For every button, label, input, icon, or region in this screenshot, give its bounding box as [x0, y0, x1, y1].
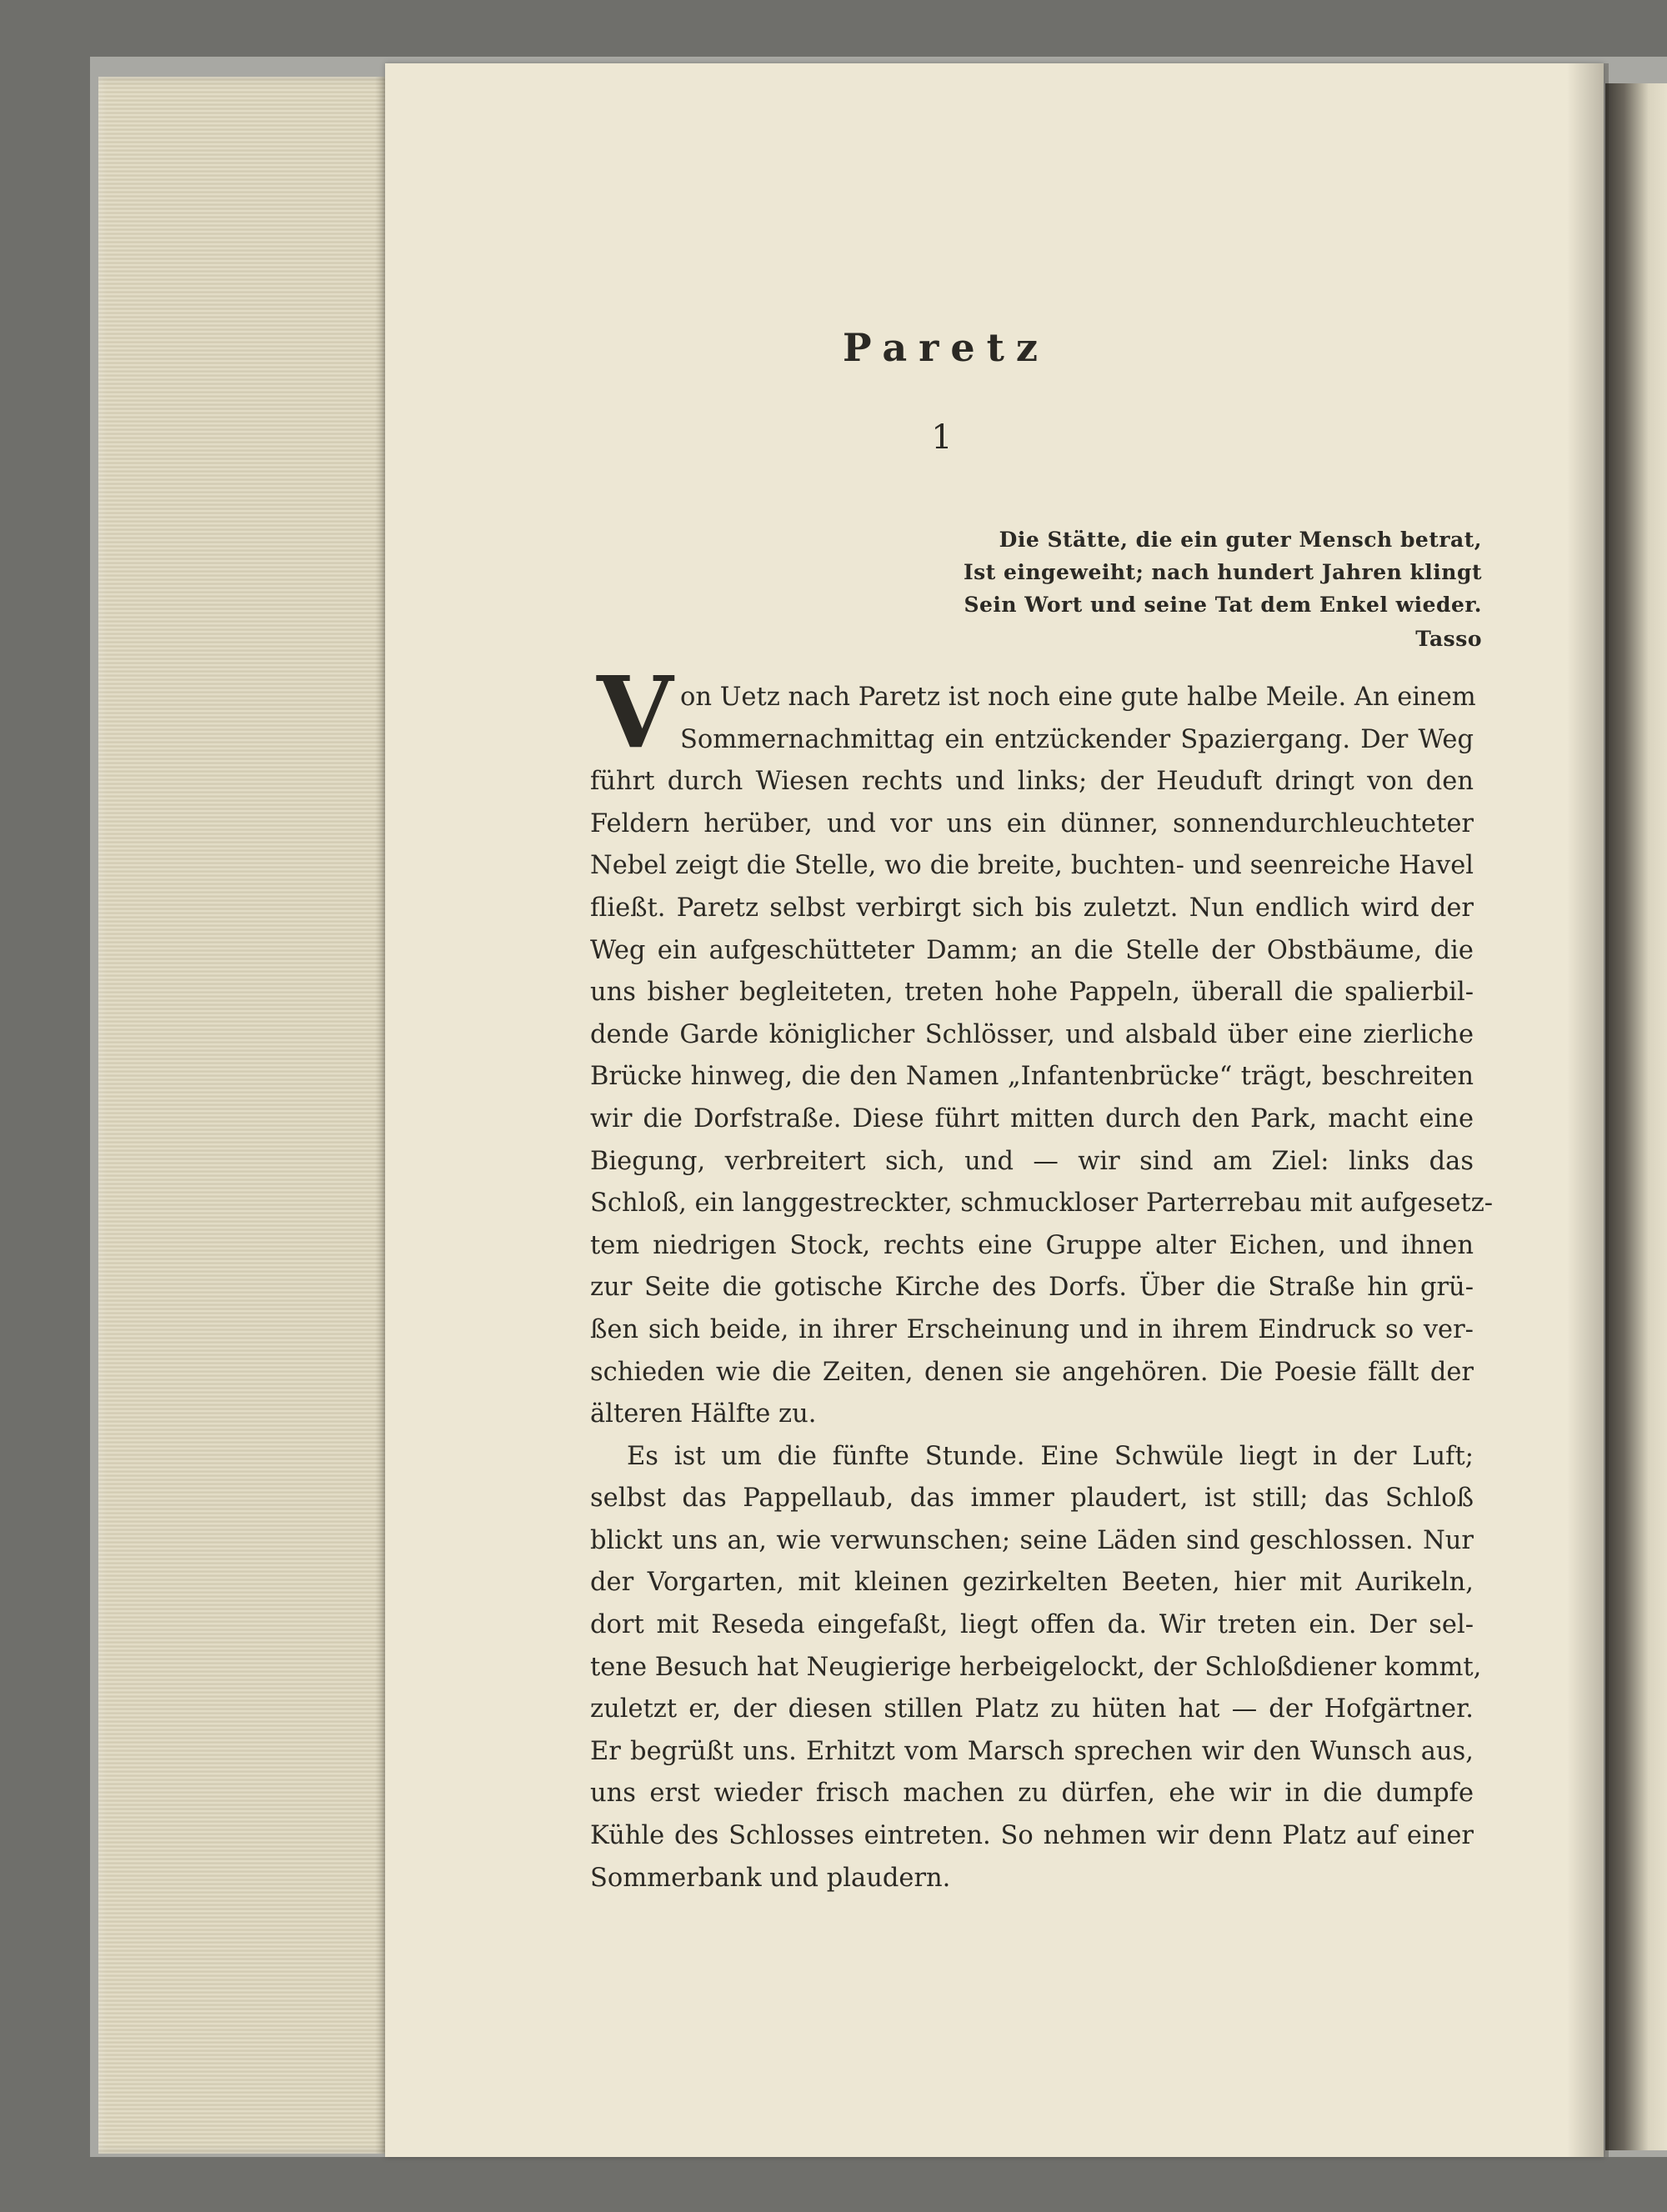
epigraph-line: Ist eingeweiht; nach hundert Jahren klingt	[963, 560, 1482, 584]
gutter-shadow	[1567, 63, 1609, 2157]
text-line: Nebel zeigt die Stelle, wo die breite, buchten- und seenreiche Havel	[590, 851, 1474, 881]
text-line: fließt. Paretz selbst verbirgt sich bis zuletzt. Nun endlich wird der	[590, 893, 1474, 923]
text-line: Sommernachmittag ein entzückender Spaziergang. Der Weg	[680, 724, 1474, 754]
text-line: ßen sich beide, in ihrer Erscheinung und in ihrem Eindruck so ver-	[590, 1314, 1474, 1344]
next-page-edge	[1605, 83, 1667, 2150]
epigraph-line: Die Stätte, die ein guter Mensch betrat,	[999, 528, 1482, 552]
text-line: selbst das Pappellaub, das immer plaudert, ist still; das Schloß	[590, 1484, 1474, 1514]
text-line: Kühle des Schlosses eintreten. So nehmen wir denn Platz auf einer	[590, 1821, 1474, 1851]
text-line: wir die Dorfstraße. Diese führt mitten durch den Park, macht eine	[590, 1103, 1474, 1134]
drop-cap: V	[597, 654, 673, 770]
paragraph-1	[590, 677, 1494, 1436]
text-line: uns erst wieder frisch machen zu dürfen, ehe wir in die dumpfe	[590, 1779, 1474, 1809]
text-line: der Vorgarten, mit kleinen gezirkelten Beeten, hier mit Aurikeln,	[590, 1568, 1474, 1598]
text-line: Er begrüßt uns. Erhitzt vom Marsch sprechen wir den Wunsch aus,	[590, 1736, 1474, 1766]
text-line: on Uetz nach Paretz ist noch eine gute halbe Meile. An einem	[680, 683, 1476, 712]
text-line: dort mit Reseda eingefaßt, liegt offen da. Wir treten ein. Der sel-	[590, 1610, 1474, 1640]
text-line: Biegung, verbreitert sich, und — wir sind am Ziel: links das	[590, 1146, 1474, 1176]
epigraph	[964, 523, 1482, 655]
text-line: tene Besuch hat Neugierige herbeigelockt, der Schloßdiener kommt,	[590, 1652, 1482, 1682]
text-line: Weg ein aufgeschütteter Damm; an die Stelle der Obstbäume, die	[590, 935, 1474, 965]
text-line: dende Garde königlicher Schlösser, und alsbald über eine zierliche	[590, 1019, 1474, 1049]
text-line: Sommerbank und plaudern.	[590, 1863, 951, 1893]
text-line: tem niedrigen Stock, rechts eine Gruppe alter Eichen, und ihnen	[590, 1230, 1474, 1260]
text-line: schieden wie die Zeiten, denen sie angehören. Die Poesie fällt der	[590, 1357, 1474, 1387]
paragraph-2	[590, 1436, 1482, 1900]
text-line: zuletzt er, der diesen stillen Platz zu hüten hat — der Hofgärtner.	[590, 1694, 1474, 1724]
epigraph-line: Sein Wort und seine Tat dem Enkel wieder.	[964, 593, 1482, 617]
text-line: älteren Hälfte zu.	[590, 1399, 817, 1429]
text-line: zur Seite die gotische Kirche des Dorfs. Über die Straße hin grü-	[590, 1273, 1474, 1303]
page-edges	[98, 77, 392, 2154]
epigraph-source: Tasso	[1415, 627, 1482, 651]
text-line: führt durch Wiesen rechts und links; der Heuduft dringt von den	[590, 767, 1474, 797]
text-line: blickt uns an, wie verwunschen; seine Läden sind geschlossen. Nur	[590, 1525, 1474, 1555]
text-line: Es ist um die fünfte Stunde. Eine Schwüle liegt in der Luft;	[627, 1441, 1474, 1471]
text-line: Feldern herüber, und vor uns ein dünner, sonnendurchleuchteter	[590, 808, 1474, 838]
text-line: Schloß, ein langgestreckter, schmuckloser Parterrebau mit aufgesetz-	[590, 1189, 1494, 1219]
text-line: uns bisher begleiteten, treten hohe Pappeln, überall die spalierbil-	[590, 978, 1474, 1008]
body-text	[590, 677, 1494, 1899]
chapter-number: 1	[931, 418, 953, 457]
text-line: Brücke hinweg, die den Namen „Infantenbrücke“ trägt, beschreiten	[590, 1062, 1474, 1092]
chapter-title: Paretz	[842, 325, 1050, 370]
